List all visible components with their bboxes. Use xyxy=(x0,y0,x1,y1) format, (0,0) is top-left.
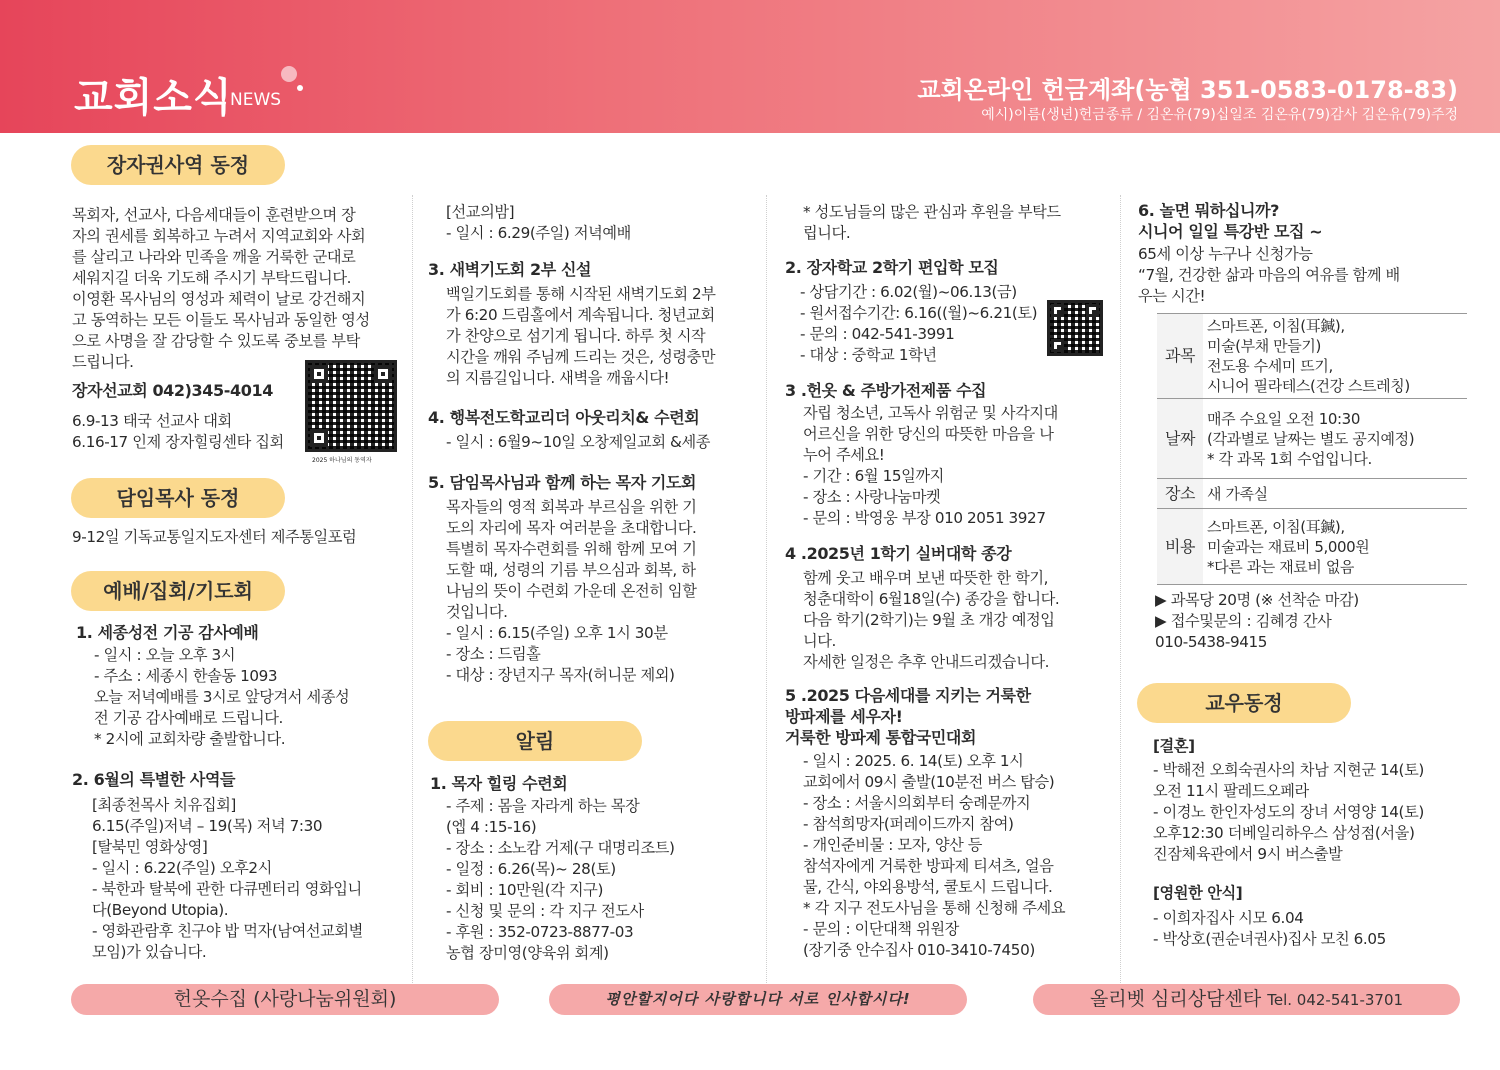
section-heading-notice: 알림 xyxy=(428,721,642,761)
qr-caption: 2025 하나님의 동역자 xyxy=(312,457,372,464)
notice-1-body: - 주제 : 몸을 자라게 하는 목장 (엡 4 :15-16) - 장소 : 소노캄 거제(구 대명리조트) - 일정 : 6.26(목)~ 28(토) - 회비 : 10만원(각 지구) - 신청 및 문의 : 각 지구 전도사 - 후원 : 352-0723-8877-03 농협 장미영(양육위 회계) xyxy=(446,797,675,962)
table-value: 스마트폰, 이침(耳鍼), 미술과는 재료비 5,000원 *다른 과는 재료비 없음 xyxy=(1203,509,1467,585)
worship-2-title: 2. 6월의 특별한 사역들 xyxy=(72,770,236,789)
notice-4-body: 함께 웃고 배우며 보낸 따뜻한 한 학기, 청춘대학이 6월18일(수) 종강을 합니다. 다음 학기(2학기)는 9월 초 개강 예정입 니다. 자세한 일정은 추후 안내드리겠습니다. xyxy=(803,569,1060,671)
item-5-title: 5. 담임목사님과 함께 하는 목자 기도회 xyxy=(428,473,697,492)
condolence-list: - 이희자집사 시모 6.04 - 박상호(권순녀권사)집사 모친 6.05 xyxy=(1153,909,1386,948)
decor-dot xyxy=(281,66,297,82)
qr-code-icon[interactable] xyxy=(305,360,397,452)
worship-2-body: [최종천목사 치유집회] 6.15(주일)저녁 – 19(목) 저녁 7:30 [탈북민 영화상영] - 일시 : 6.22(주일) 오후2시 - 북한과 탈북에 관한 다큐멘터리 영화입니 다(Beyond Utopia). - 영화관람후 친구야 밥 먹자(남여선교회별 모임)가 있습니다. xyxy=(92,796,363,961)
table-key: 비용 xyxy=(1157,509,1203,585)
section-heading-jangja: 장자권사역 동정 xyxy=(71,145,285,185)
news-label: NEWS xyxy=(230,90,282,110)
notice-6-body: 65세 이상 누구나 신청가능 “7월, 건강한 삶과 마음의 여유를 함께 배 우는 시간! xyxy=(1138,245,1400,305)
pastor-schedule: 9-12일 기독교통일지도자센터 제주통일포럼 xyxy=(72,528,357,546)
qr-code-icon[interactable] xyxy=(1047,300,1103,356)
decor-dot-small xyxy=(297,85,303,91)
worship-1-body: - 일시 : 오늘 오후 3시 - 주소 : 세종시 한솔동 1093 오늘 저녁예배를 3시로 앞당겨서 세종성 전 기공 감사예배로 드립니다. * 2시에 교회차량 출발합니다. xyxy=(94,646,350,748)
page-title: 교회소식 xyxy=(74,75,233,121)
table-key: 장소 xyxy=(1157,479,1203,509)
notice-2-body: - 상담기간 : 6.02(월)~06.13(금) - 원서접수기간: 6.16((월)~6.21(토) - 문의 : 042-541-3991 - 대상 : 중학교 1학년 xyxy=(800,283,1038,364)
table-value: 스마트폰, 이침(耳鍼), 미술(부채 만들기) 전도용 수세미 뜨기, 시니어 필라테스(건강 스트레칭) xyxy=(1203,314,1467,399)
column-divider xyxy=(1120,195,1121,985)
table-key: 날짜 xyxy=(1157,399,1203,479)
wedding-list: - 박해전 오희숙권사의 차남 지현군 14(토) 오전 11시 팔레드오페라 - 이경노 한인자성도의 장녀 서영양 14(토) 오후12:30 더베일리하우스 삼성점(서울) 진잠체육관에서 9시 버스출발 xyxy=(1153,761,1424,863)
wedding-heading: [결혼] xyxy=(1153,737,1195,755)
jangja-contact: 장자선교회 042)345-4014 xyxy=(72,381,273,400)
notice-6-title: 6. 놀면 뭐하십니까? 시니어 일일 특강반 모집 ~ xyxy=(1138,201,1323,241)
senior-class-table xyxy=(1157,313,1467,585)
section-heading-members: 교우동정 xyxy=(1137,683,1351,723)
notice-5-body: - 일시 : 2025. 6. 14(토) 오후 1시 교회에서 09시 출발(10분전 버스 탑승) - 장소 : 서울시의회부터 숭례문까지 - 참석희망자(퍼레이드까지 참여) - 개인준비물 : 모자, 양산 등 참석자에게 거룩한 방파제 티셔츠, 얼음 물, 간식, 야외용방석, 쿨토시 드립니다. * 각 지구 전도사님을 통해 신청해 주세요 - 문의 : 이단대책 위원장 (장기중 안수집사 010-3410-7450) xyxy=(803,752,1066,959)
footer-clothes-collection: 헌옷수집 (사랑나눔위원회) xyxy=(71,984,499,1015)
item-3-title: 3. 새벽기도회 2부 신설 xyxy=(428,260,592,279)
table-row xyxy=(1157,399,1467,479)
table-row xyxy=(1157,314,1467,399)
table-row xyxy=(1157,479,1467,509)
item-4-title: 4. 행복전도학교리더 아웃리치& 수련회 xyxy=(428,408,700,427)
table-row xyxy=(1157,509,1467,585)
counseling-tel: Tel. 042-541-3701 xyxy=(1267,991,1404,1009)
mission-night: [선교의밤] - 일시 : 6.29(주일) 저녁예배 xyxy=(446,203,631,242)
counseling-name: 올리벳 심리상담센타 xyxy=(1089,988,1262,1010)
offering-example: 예시)이름(생년)헌금종류 / 김온유(79)십일조 김온유(79)감사 김온유(79)주정 xyxy=(981,107,1458,123)
section-heading-pastor: 담임목사 동정 xyxy=(71,478,285,518)
table-value: 매주 수요일 오전 10:30 (각과별로 날짜는 별도 공지예정) * 각 과목 1회 수업입니다. xyxy=(1203,399,1467,479)
notice-3-title: 3 .헌옷 & 주방가전제품 수집 xyxy=(785,381,987,400)
senior-class-info: ▶ 과목당 20명 (※ 선착순 마감) ▶ 접수및문의 : 김혜경 간사 010-5438-9415 xyxy=(1155,591,1359,651)
offering-account: 교회온라인 헌금계좌(농협 351-0583-0178-83) xyxy=(917,76,1458,104)
jangja-events: 6.9-13 태국 선교사 대회 6.16-17 인제 장자힐링센타 집회 xyxy=(72,412,284,451)
notice-1-title: 1. 목자 힐링 수련회 xyxy=(430,774,568,793)
condolence-heading: [영원한 안식] xyxy=(1153,884,1243,902)
column-divider xyxy=(412,195,413,985)
item-5-body: 목자들의 영적 회복과 부르심을 위한 기 도의 자리에 목자 여러분을 초대합니다. 특별히 목자수련회를 위해 함께 모여 기 도할 때, 성령의 기름 부으심과 회복, 하 나님의 뜻이 수련회 가운데 온전히 임할 것입니다. - 일시 : 6.15(주일) 오후 1시 30분 - 장소 : 드림홀 - 대상 : 장년지구 목자(허니문 제외) xyxy=(446,498,697,684)
notice-2-title: 2. 장자학교 2학기 편입학 모집 xyxy=(785,258,999,277)
worship-1-title: 1. 세종성전 기공 감사예배 xyxy=(76,623,259,642)
jangja-body: 목회자, 선교사, 다음세대들이 훈련받으며 장 자의 권세를 회복하고 누려서 지역교회와 사회 를 살리고 나라와 민족을 깨울 거룩한 군대로 세워지길 더욱 기도해 주시기 부탁드립니다. 이영환 목사님의 영성과 체력이 날로 강건해지 고 동역하는 모든 이들도 목사님과 동일한 영성 으로 사명을 잘 감당할 수 있도록 중보를 부탁 드립니다. xyxy=(72,206,370,371)
header-banner xyxy=(0,0,1500,133)
notice-1-thanks: * 성도님들의 많은 관심과 후원을 부탁드 립니다. xyxy=(803,203,1061,242)
notice-3-body: 자립 청소년, 고독사 위험군 및 사각지대 어르신을 위한 당신의 따뜻한 마음을 나 누어 주세요! - 기간 : 6월 15일까지 - 장소 : 사랑나눔마켓 - 문의 : 박영웅 부장 010 2051 3927 xyxy=(803,404,1058,527)
section-heading-worship: 예배/집회/기도회 xyxy=(71,571,285,611)
item-3-body: 백일기도회를 통해 시작된 새벽기도회 2부 가 6:20 드림홀에서 계속됩니다. 청년교회 가 찬양으로 섬기게 됩니다. 하루 첫 시작 시간을 깨워 주님께 드리는 것은, 성령충만 의 지름길입니다. 새벽을 깨웁시다! xyxy=(446,285,716,387)
table-key: 과목 xyxy=(1157,314,1203,399)
item-4-body: - 일시 : 6월9~10일 오창제일교회 &세종 xyxy=(446,433,711,451)
notice-4-title: 4 .2025년 1학기 실버대학 종강 xyxy=(785,544,1012,563)
column-divider xyxy=(766,195,767,985)
table-value: 새 가족실 xyxy=(1203,479,1467,509)
footer-counseling-center xyxy=(1033,984,1460,1015)
footer-greeting: 평안할지어다 사랑합니다 서로 인사합시다! xyxy=(549,984,967,1015)
notice-5-title: 5 .2025 다음세대를 지키는 거룩한 방파제를 세우자! 거룩한 방파제 통합국민대회 xyxy=(785,686,1031,747)
